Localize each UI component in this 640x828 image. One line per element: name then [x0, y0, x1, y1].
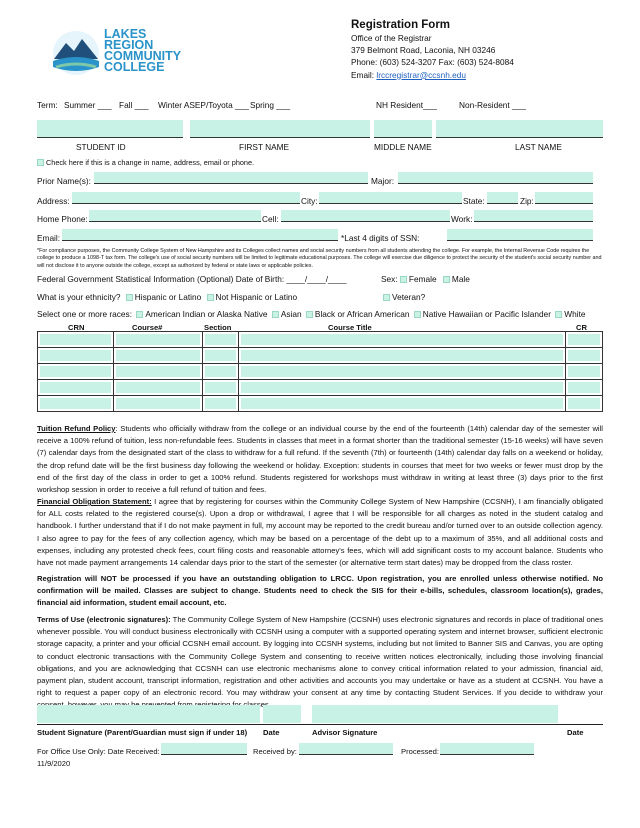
section-cell[interactable]	[202, 332, 238, 348]
change-checkbox-label: Check here if this is a change in name, address, email or phone.	[46, 158, 255, 167]
sex-row	[381, 274, 470, 284]
table-row	[38, 332, 603, 348]
logo-line-1: LAKES	[104, 27, 147, 41]
terms-heading: Terms of Use (electronic signatures):	[37, 615, 171, 624]
female-checkbox[interactable]	[400, 276, 407, 283]
race-white-label: White	[564, 309, 586, 319]
non-resident[interactable]: Non-Resident ___	[459, 100, 526, 110]
race-american-indian-label: American Indian or Alaska Native	[145, 309, 268, 319]
date-received-label: For Office Use Only: Date Received:	[37, 747, 160, 756]
crn-cell[interactable]	[38, 396, 114, 412]
race-row	[37, 309, 586, 319]
middle-name-label: MIDDLE NAME	[374, 142, 432, 152]
race-checkbox-black[interactable]	[306, 311, 313, 318]
table-row	[38, 396, 603, 412]
terms-of-use	[37, 614, 603, 712]
registration-notice: Registration will NOT be processed if you have an outstanding obligation to LRCC. Upon registration, you are enrolled unless otherwise notified. No confirmation will be mailed. Classes are subject to change. Students need to check the SIS for their e-bills, schedules, classroom location(s), grades, financial aid information, student email account, etc.	[37, 574, 603, 608]
veteran-row	[383, 292, 425, 302]
student-id-label: STUDENT ID	[76, 142, 126, 152]
course-title-header: Course Title	[328, 323, 372, 332]
office-email-row	[351, 69, 514, 81]
financial-obligation-text: I agree that by registering for courses within the Community College System of New Hampshire (CCSNH), I am financially obligated for ALL costs related to the registered course(s). Upon a drop or withdrawal, I agree that I will be responsible for all charges as noted in the student catalog and handbook. I further understand that if I do not make payment in full, my account may be reported to the credit bureau and/or turned over to an outside collection agency. I also agree to pay for the fees of any collection agency, which may be based on a percentage of the debt up to a maximum of 35%, and all additional costs and expenses, including any protested check fees, court filing costs and reasonable attorney's fees, which will add significant costs to my account balance. Students who have not made payment arrangements 14 calendar days prior to the start of the semester (or alternative term start dates) may be dropped from the class roster.	[37, 497, 603, 568]
student-id-field[interactable]	[37, 120, 183, 138]
course-header: Course#	[132, 323, 163, 332]
term-winter[interactable]: Winter ASEP/Toyota ___	[158, 100, 249, 110]
table-row	[38, 380, 603, 396]
office-address: 379 Belmont Road, Laconia, NH 03246	[351, 45, 496, 56]
terms-text: The Community College System of New Hampshire (CCSNH) uses electronic signatures and records in place of traditional ones whenever possible. You will conduct business electronically with CCSNH using a computer with a supported operating system and internet browser, sufficient electronic storage capacity, a printer and your official CCSNH email account. By logging into CCSNH systems, including but not limited to Banner SIS and Canvas, you are opting to conduct electronic transactions with the Community College System and consenting to receive written notices electronically, including those involving financial obligations, and you are acknowledging that CCSNH can use electronic mechanisms alone to convey critical information related to your admission, financial aid, payment plan, student account, transcript information, registration and other activities and accounts you may undertake or have as a student at CCSNH. You have a right to request a paper copy of an electronic record. You may withdraw your consent at any time by contacting Student Services. If you decide to withdraw your	[37, 615, 603, 698]
city-field[interactable]	[319, 192, 462, 204]
signature-line	[37, 724, 603, 725]
not-hispanic-checkbox[interactable]	[207, 294, 214, 301]
course-cell[interactable]	[113, 364, 202, 380]
section-cell[interactable]	[202, 348, 238, 364]
title-cell[interactable]	[238, 348, 565, 364]
city-label: City:	[301, 196, 318, 206]
race-checkbox-pacific-islander[interactable]	[414, 311, 421, 318]
major-field[interactable]	[398, 172, 593, 184]
table-row	[38, 348, 603, 364]
hispanic-checkbox[interactable]	[126, 294, 133, 301]
student-date-label: Date	[263, 728, 280, 737]
major-label: Major:	[371, 176, 395, 186]
first-name-field[interactable]	[190, 120, 370, 138]
term-fall[interactable]: Fall ___	[119, 100, 149, 110]
last-name-field[interactable]	[436, 120, 603, 138]
crn-cell[interactable]	[38, 348, 114, 364]
email-field[interactable]	[62, 229, 338, 241]
title-cell[interactable]	[238, 380, 565, 396]
nh-resident[interactable]: NH Resident___	[376, 100, 437, 110]
race-checkbox-american-indian[interactable]	[136, 311, 143, 318]
race-checkbox-asian[interactable]	[272, 311, 279, 318]
received-by-label: Received by:	[253, 747, 297, 756]
address-label: Address:	[37, 196, 70, 206]
refund-policy-heading: Tuition Refund Policy	[37, 424, 116, 433]
crn-header: CRN	[68, 323, 85, 332]
processed-field[interactable]	[440, 743, 534, 755]
race-asian-label: Asian	[280, 309, 302, 319]
prior-names-field[interactable]	[94, 172, 368, 184]
male-checkbox[interactable]	[443, 276, 450, 283]
term-summer[interactable]: Summer ___	[64, 100, 112, 110]
registrar-email-link[interactable]: lrccregistrar@ccsnh.edu	[376, 69, 466, 80]
cr-cell[interactable]	[566, 348, 603, 364]
term-spring[interactable]: Spring ___	[250, 100, 291, 110]
student-date-field[interactable]	[263, 705, 301, 723]
course-cell[interactable]	[113, 396, 202, 412]
advisor-signature-label: Advisor Signature	[312, 728, 378, 737]
first-name-label: FIRST NAME	[239, 142, 290, 152]
section-header: Section	[204, 323, 232, 332]
title-cell[interactable]	[238, 396, 565, 412]
race-label: Select one or more races:	[37, 309, 132, 319]
refund-policy-text: : Students who officially withdraw from the college or an individual course by the end of the fourteenth (14th) calendar day of the semester will receive a 100% refund of tuition, less non-refundable fees. Students in classes that meet in a format shorter than the traditional semester (15-16 weeks) will have seven (7) calendar days from the designated start of the class to withdraw for a full refund. If the seventh (7th) or fourteenth (14th) calendar day falls on a weekend or holiday, the drop refund date will be the first business day following the weekend or holiday. Exception: students in courses that meet for two weeks or fewer must drop by the end of the first day of the class in order to get a 100% refund. Students registered for workshops must withdraw in writing at least three (3) days prior to the first workshop session in order to receive a full refund of tuition and fees.	[37, 424, 603, 495]
title-cell[interactable]	[238, 364, 565, 380]
home-phone-label: Home Phone:	[37, 214, 88, 224]
veteran-label: Veteran?	[392, 292, 426, 302]
email-label: Email:	[37, 233, 61, 243]
state-field[interactable]	[487, 192, 518, 204]
compliance-note: *For compliance purposes, the Community College System of New Hampshire and its Colleges collect names and social security numbers from all students attending the college. For example, the Internal Revenue Code requires the college to produce a 1098-T tax form. The college's use of social security numbers will be limited to legitimate educational purposes. The college will exercise due diligence to protect the security of the student's social security number and will not disclose it to anyone outside the college, except as authorized by federal or state laws or applicable policies.	[37, 248, 602, 269]
crn-cell[interactable]	[38, 380, 114, 396]
course-cell[interactable]	[113, 380, 202, 396]
address-field[interactable]	[72, 192, 300, 204]
section-cell[interactable]	[202, 364, 238, 380]
ethnicity-label: What is your ethnicity?	[37, 292, 121, 302]
table-row	[38, 364, 603, 380]
cell-field[interactable]	[281, 210, 450, 222]
race-black-label: Black or African American	[314, 309, 410, 319]
course-table	[37, 331, 603, 412]
cr-cell[interactable]	[566, 396, 603, 412]
state-label: State:	[463, 196, 485, 206]
logo-line-4: COLLEGE	[104, 60, 165, 74]
crn-cell[interactable]	[38, 364, 114, 380]
student-signature-label: Student Signature (Parent/Guardian must sign if under 18)	[37, 728, 248, 737]
ssn-label: *Last 4 digits of SSN:	[341, 233, 420, 243]
home-phone-field[interactable]	[89, 210, 261, 222]
crn-cell[interactable]	[38, 332, 114, 348]
section-cell[interactable]	[202, 380, 238, 396]
course-cell[interactable]	[113, 332, 202, 348]
ssn-field[interactable]	[447, 229, 593, 241]
mountain-logo-icon	[50, 29, 102, 77]
financial-obligation-heading: Financial Obligation Statement:	[37, 497, 152, 506]
term-label: Term:	[37, 100, 58, 110]
section-cell[interactable]	[202, 396, 238, 412]
form-title: Registration Form	[351, 19, 451, 31]
advisor-date-label: Date	[567, 728, 584, 737]
header-block	[351, 18, 514, 81]
date-received-field[interactable]	[161, 743, 247, 755]
work-label: Work:	[451, 214, 473, 224]
logo-line-3: COMMUNITY	[104, 49, 182, 63]
male-label: Male	[451, 274, 470, 284]
sex-label: Sex:	[381, 274, 398, 284]
cr-cell[interactable]	[566, 364, 603, 380]
last-name-label: LAST NAME	[515, 142, 562, 152]
prior-names-label: Prior Name(s):	[37, 176, 91, 186]
office-phone: Phone: (603) 524-3207 Fax: (603) 524-8084	[351, 57, 514, 68]
race-pacific-islander-label: Native Hawaiian or Pacific Islander	[422, 309, 551, 319]
cr-cell[interactable]	[566, 332, 603, 348]
zip-field[interactable]	[535, 192, 593, 204]
ethnicity-row	[37, 292, 297, 302]
student-signature-field[interactable]	[37, 705, 260, 723]
office-name: Office of the Registrar	[351, 33, 432, 43]
processed-label: Processed:	[401, 747, 439, 756]
work-field[interactable]	[474, 210, 593, 222]
footer-date: 11/9/2020	[37, 759, 71, 768]
logo-line-2: REGION	[104, 38, 154, 52]
cr-cell[interactable]	[566, 380, 603, 396]
hispanic-label: Hispanic or Latino	[134, 292, 202, 302]
change-checkbox[interactable]	[37, 159, 44, 166]
middle-name-field[interactable]	[374, 120, 432, 138]
cell-label: Cell:	[262, 214, 279, 224]
refund-policy	[37, 423, 603, 496]
course-cell[interactable]	[113, 348, 202, 364]
female-label: Female	[408, 274, 437, 284]
veteran-checkbox[interactable]	[383, 294, 390, 301]
email-label: Email:	[351, 69, 375, 80]
received-by-field[interactable]	[299, 743, 393, 755]
cr-header: CR	[576, 323, 587, 332]
financial-obligation	[37, 496, 603, 569]
college-logo	[50, 27, 190, 83]
not-hispanic-label: Not Hispanic or Latino	[215, 292, 298, 302]
logo-text	[104, 29, 181, 73]
dob-label[interactable]: Federal Government Statistical Information (Optional) Date of Birth: ____/____/____	[37, 274, 347, 284]
title-cell[interactable]	[238, 332, 565, 348]
race-checkbox-white[interactable]	[555, 311, 562, 318]
advisor-signature-field[interactable]	[312, 705, 558, 723]
change-checkbox-row[interactable]	[37, 158, 254, 167]
zip-label: Zip:	[520, 196, 534, 206]
